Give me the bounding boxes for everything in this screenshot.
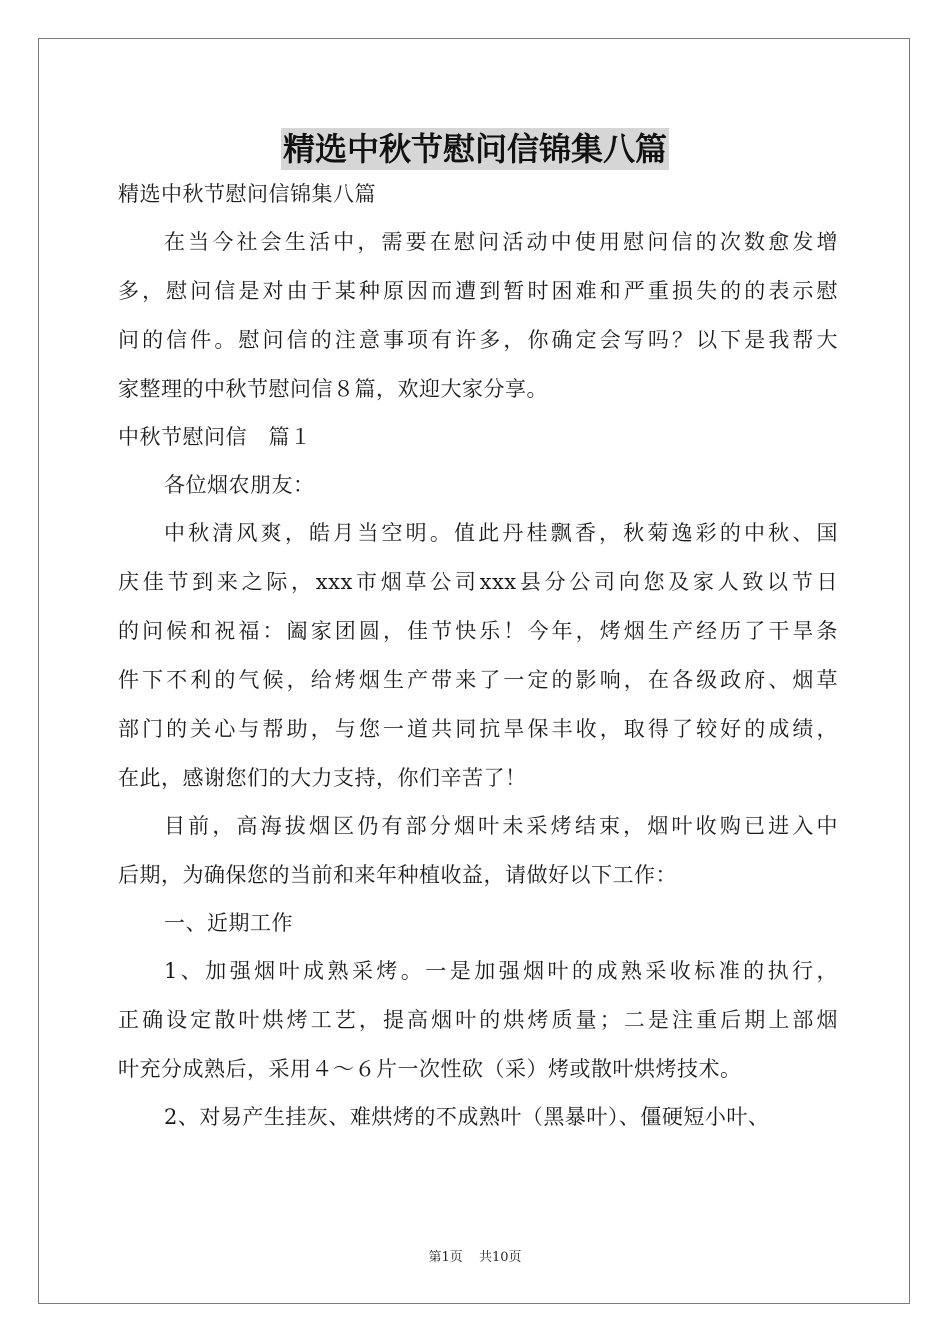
- text-line: 目前，高海拔烟区仍有部分烟叶未采烤结束，烟叶收购已进入中: [164, 814, 838, 838]
- text-line: 一、近期工作: [164, 911, 293, 935]
- paragraph-list: [118, 228, 838, 1132]
- text-line: 叶充分成熟后，采用４～６片一次性砍（采）烤或散叶烘烤技术。: [118, 1057, 742, 1081]
- document-title: 精选中秋节慰问信锦集八篇: [282, 130, 667, 168]
- text-line: 正确设定散叶烘烤工艺，提高烟叶的烘烤质量；二是注重后期上部烟: [118, 1008, 838, 1032]
- text-line: 问的信件。慰问信的注意事项有许多，你确定会写吗？以下是我帮大: [118, 328, 838, 352]
- text-line: 后期，为确保您的当前和来年种植收益，请做好以下工作：: [118, 863, 677, 887]
- text-line: 庆佳节到来之际，xxx市烟草公司xxx县分公司向您及家人致以节日: [118, 570, 838, 594]
- paragraph: [118, 471, 838, 500]
- paragraph: [118, 957, 838, 1084]
- page-footer: [0, 1246, 950, 1265]
- page-total: 共10页: [478, 1250, 522, 1265]
- title-container: [0, 128, 950, 170]
- paragraph: [118, 423, 838, 452]
- text-line: 多，慰问信是对由于某种原因而遭到暂时困难和严重损失的的表示慰: [118, 279, 838, 303]
- text-line: 2、对易产生挂灰、难烘烤的不成熟叶（黑暴叶）、僵硬短小叶、: [164, 1105, 770, 1129]
- text-line: 在此，感谢您们的大力支持，你们辛苦了！: [118, 766, 527, 790]
- document-subtitle: 精选中秋节慰问信锦集八篇: [118, 182, 376, 206]
- text-line: 件下不利的气候，给烤烟生产带来了一定的影响，在各级政府、烟草: [118, 668, 838, 692]
- document-body: [118, 180, 838, 1151]
- page-number: 第1页: [428, 1250, 463, 1265]
- text-line: 在当今社会生活中，需要在慰问活动中使用慰问信的次数愈发增: [164, 230, 838, 254]
- paragraph: [118, 228, 838, 404]
- text-line: 1、加强烟叶成熟采烤。一是加强烟叶的成熟采收标准的执行，: [164, 959, 838, 983]
- paragraph: [118, 519, 838, 793]
- text-line: 中秋清风爽，皓月当空明。值此丹桂飘香，秋菊逸彩的中秋、国: [164, 521, 838, 545]
- paragraph: [118, 909, 838, 938]
- text-line: 的问候和祝福：阖家团圆，佳节快乐！今年，烤烟生产经历了干旱条: [118, 619, 838, 643]
- text-line: 各位烟农朋友：: [164, 473, 315, 497]
- paragraph: [118, 1103, 838, 1132]
- text-line: 家整理的中秋节慰问信８篇，欢迎大家分享。: [118, 377, 548, 401]
- text-line: 中秋节慰问信 篇１: [118, 425, 312, 449]
- text-line: 部门的关心与帮助，与您一道共同抗旱保丰收，取得了较好的成绩，: [118, 717, 838, 741]
- paragraph: [118, 812, 838, 890]
